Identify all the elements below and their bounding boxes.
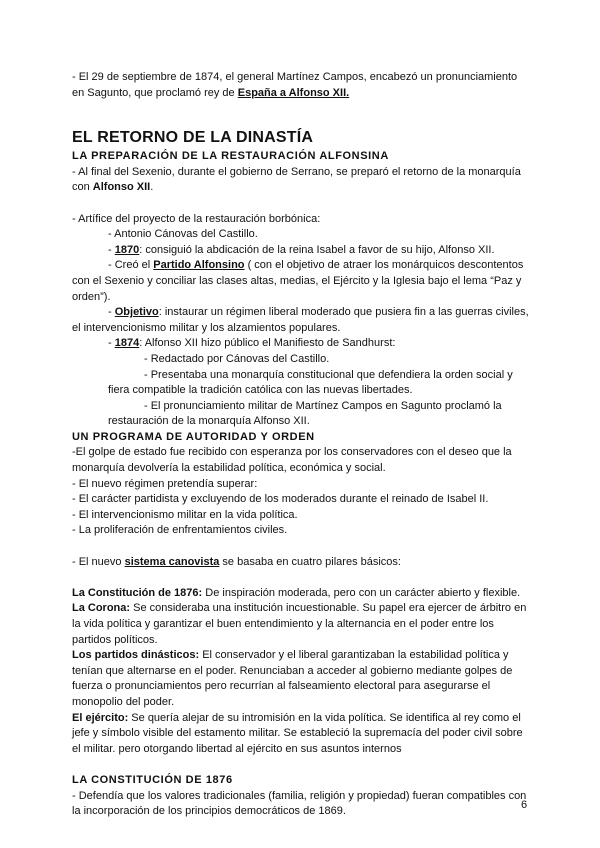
pillar-text: Se quería alejar de su intromisión en la vida política. Se identifica al rey como el jefe y símbolo visible del estamento militar. Se estableció la supremacía del poder civil sobre el militar. pero otorgando libertad al ejército en sus asuntos internos <box>72 711 523 755</box>
pillar-text: El conservador y el liberal garantizaban la estabilidad política y tenían que alternarse en el poder. Renunciaban a acceder al gobierno mediante golpes de fuerza o pronunciamientos pero recurrían al falseamiento electoral para asegurarse el monopolio del poder. <box>72 649 513 708</box>
page-title: EL RETORNO DE LA DINASTÍA <box>72 129 314 147</box>
sub-list-item: - Presentaba una monarquía constitucional que defendiera la orden social y fiera compatible la tradición católica con las nuevas libertades. <box>108 368 513 397</box>
sub-list-item: - El pronunciamiento militar de Martínez Campos en Sagunto proclamó la restauración de la monarquía Alfonso XII. <box>108 399 502 428</box>
paragraph-text: - Al final del Sexenio, durante el gobierno de Serrano, se preparó el retorno de la monarquía con <box>72 165 521 194</box>
spacer <box>72 757 530 773</box>
pillar-constitucion <box>72 586 530 602</box>
list-key: Partido Alfonsino <box>153 259 245 272</box>
pillar-key: La Constitución de 1876: <box>72 586 203 599</box>
paragraph <box>72 165 530 196</box>
list-text: : consiguió la abdicación de la reina Isabel a favor de su hijo, Alfonso XII. <box>139 243 495 256</box>
paragraph: - Defendía que los valores tradicionales (familia, religión y propiedad) fueran compatibles con la incorporación de los principios democráticos de 1869. <box>72 789 527 818</box>
pillar-partidos <box>72 648 530 710</box>
section-heading-preparacion: LA PREPARACIÓN DE LA RESTAURACIÓN ALFONSINA <box>72 150 389 163</box>
spacer <box>72 539 530 555</box>
list-prefix: - Creó el <box>108 259 154 272</box>
pillar-key: El ejército: <box>72 711 129 724</box>
spacer <box>72 101 530 129</box>
paragraph-text: se basaba en cuatro pilares básicos: <box>219 555 401 568</box>
pillar-key: Los partidos dinásticos: <box>72 649 200 662</box>
list-item <box>72 243 530 259</box>
paragraph: - El intervencionismo militar en la vida política. <box>72 508 298 521</box>
paragraph-key: sistema canovista <box>124 555 220 568</box>
section-heading-constitucion: LA CONSTITUCIÓN DE 1876 <box>72 773 233 786</box>
list-prefix: - <box>108 243 115 256</box>
intro-emphasis: España a Alfonso XII. <box>237 86 350 99</box>
paragraph: -El golpe de estado fue recibido con esperanza por los conservadores con el deseo que la monarquía devolvería la estabilidad política, económica y social. <box>72 446 512 475</box>
sub-list-item: - Redactado por Cánovas del Castillo. <box>144 352 330 365</box>
spacer <box>72 196 530 212</box>
pillar-corona <box>72 601 530 648</box>
paragraph: - El nuevo régimen pretendía superar: <box>72 477 258 490</box>
paragraph <box>72 555 530 571</box>
list-item: - Antonio Cánovas del Castillo. <box>108 228 258 241</box>
paragraph: - El carácter partidista y excluyendo de los moderados durante el reinado de Isabel II. <box>72 493 489 506</box>
list-item <box>72 305 530 336</box>
pillar-key: La Corona: <box>72 602 131 615</box>
page-number: 6 <box>521 799 528 811</box>
paragraph: - La proliferación de enfrentamientos civiles. <box>72 524 288 537</box>
paragraph: - Artífice del proyecto de la restauración borbónica: <box>72 212 321 225</box>
list-text: : Alfonso XII hizo público el Manifiesto de Sandhurst: <box>139 337 396 350</box>
list-key: 1874 <box>114 337 140 350</box>
section-heading-programa: UN PROGRAMA DE AUTORIDAD Y ORDEN <box>72 430 315 443</box>
list-prefix: - <box>108 337 115 350</box>
pillar-ejercito <box>72 711 530 758</box>
document-page <box>72 70 530 820</box>
intro-text: - El 29 de septiembre de 1874, el general Martínez Campos, encabezó un pronunciamiento en Sagunto, que proclamó rey de <box>72 71 518 99</box>
list-prefix: - <box>108 306 115 319</box>
pillar-text: Se consideraba una institución incuestionable. Su papel era ejercer de árbitro en la vida política y garantizar el buen entendimiento y la alternancia en el poder entre los partidos políticos. <box>72 602 527 646</box>
paragraph-end: . <box>150 181 154 194</box>
list-text: ( con el objetivo de atraer los monárquicos descontentos con el Sexenio y conciliar las clases altas, medias, el Ejército y la Iglesia bajo el lema “Paz y orden”). <box>72 259 524 303</box>
pillar-text: De inspiración moderada, pero con un carácter abierto y flexible. <box>202 586 521 599</box>
spacer <box>72 570 530 586</box>
paragraph-prefix: - El nuevo <box>72 555 125 568</box>
intro-paragraph <box>72 70 530 101</box>
list-key: 1870 <box>114 243 140 256</box>
list-text: : instaurar un régimen liberal moderado que pusiera fin a las guerras civiles, el intervencionismo militar y los alzamientos populares. <box>72 306 529 334</box>
list-item <box>72 336 530 352</box>
list-key: Objetivo <box>114 306 159 319</box>
paragraph-bold: Alfonso XII <box>92 181 151 194</box>
list-item <box>72 258 530 305</box>
